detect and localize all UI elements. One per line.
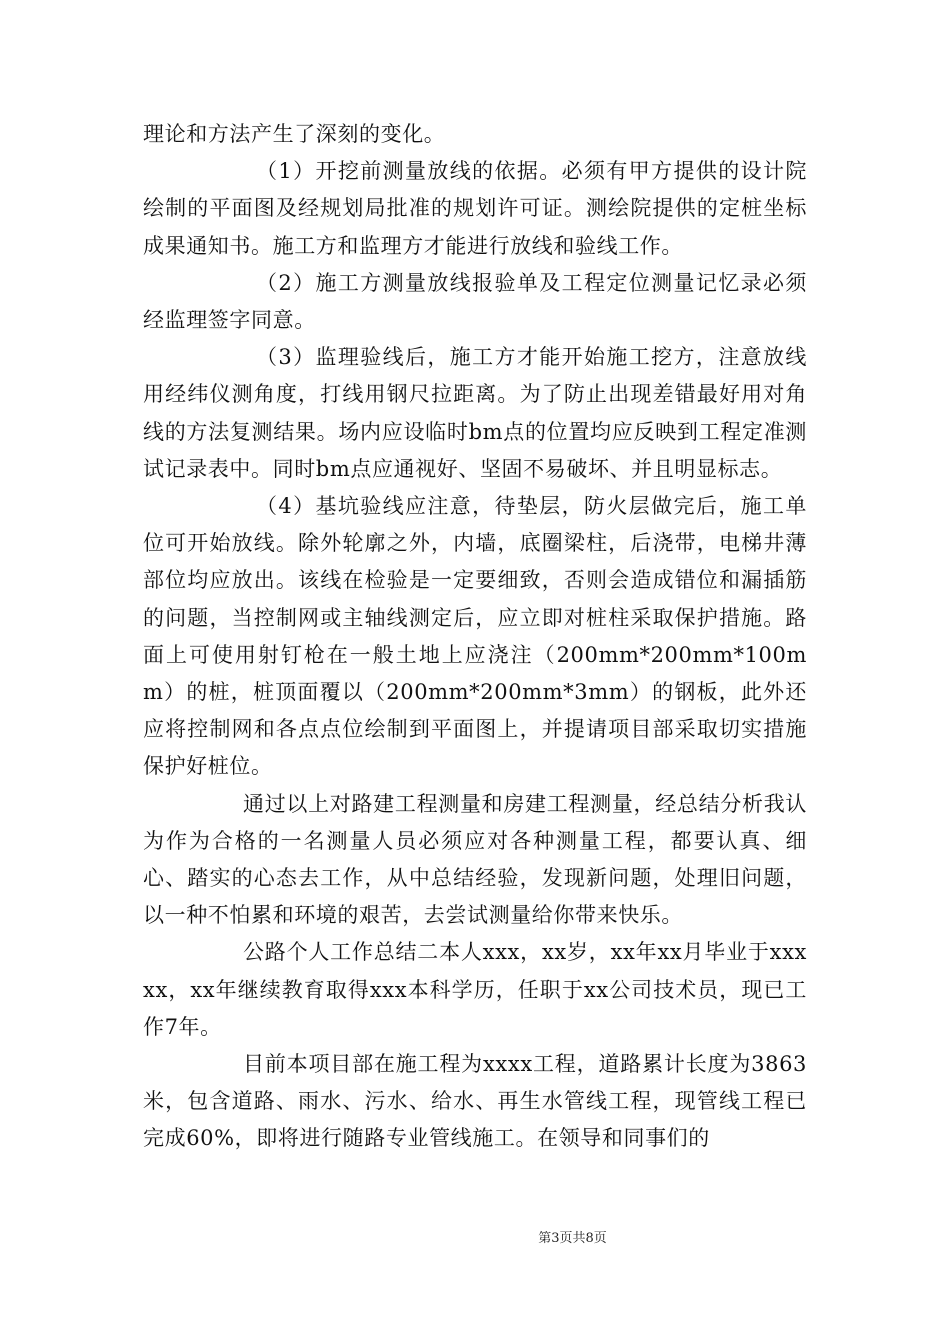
page-footer (0, 1227, 950, 1246)
paragraph-item-1: （1）开挖前测量放线的依据。必须有甲方提供的设计院绘制的平面图及经规划局批准的规划许可证。测绘院提供的定桩坐标成果通知书。施工方和监理方才能进行放线和验线工作。 (143, 159, 807, 258)
paragraph-personal-intro: 公路个人工作总结二本人xxx，xx岁，xx年xx月毕业于xxxxx，xx年继续教育取得xxx本科学历，任职于xx公司技术员，现已工作7年。 (143, 940, 807, 1039)
page-number: 第3页共8页 (538, 1231, 607, 1246)
paragraph-continuation: 理论和方法产生了深刻的变化。 (143, 122, 446, 146)
paragraph-project-status: 目前本项目部在施工程为xxxx工程，道路累计长度为3863米，包含道路、雨水、污水、给水、再生水管线工程，现管线工程已完成60%，即将进行随路专业管线施工。在领导和同事们的 (143, 1052, 807, 1151)
paragraph-summary: 通过以上对路建工程测量和房建工程测量，经总结分析我认为作为合格的一名测量人员必须应对各种测量工程，都要认真、细心、踏实的心态去工作，从中总结经验，发现新问题，处理旧问题，以一种不怕累和环境的艰苦，去尝试测量给你带来快乐。 (143, 791, 807, 928)
document-page (143, 116, 807, 1158)
paragraph-item-2: （2）施工方测量放线报验单及工程定位测量记忆录必须经监理签字同意。 (143, 270, 807, 333)
paragraph-item-3: （3）监理验线后，施工方才能开始施工挖方，注意放线用经纬仪测角度，打线用钢尺拉距离。为了防止出现差错最好用对角线的方法复测结果。场内应设临时bm点的位置均应反映到工程定准测试记录表中。同时bm点应通视好、坚固不易破坏、并且明显标志。 (143, 345, 807, 481)
paragraph-item-4: （4）基坑验线应注意，待垫层，防火层做完后，施工单位可开始放线。除外轮廓之外，内墙，底圈梁柱，后浇带，电梯井薄部位均应放出。该线在检验是一定要细致，否则会造成错位和漏插筋的问题，当控制网或主轴线测定后，应立即对桩柱采取保护措施。路面上可使用射钉枪在一般土地上应浇注（200mm*200mm*100mm）的桩，桩顶面覆以（200mm*200mm*3mm）的钢板，此外还应将控制网和各点点位绘制到平面图上，并提请项目部采取切实措施保护好桩位。 (143, 494, 807, 779)
